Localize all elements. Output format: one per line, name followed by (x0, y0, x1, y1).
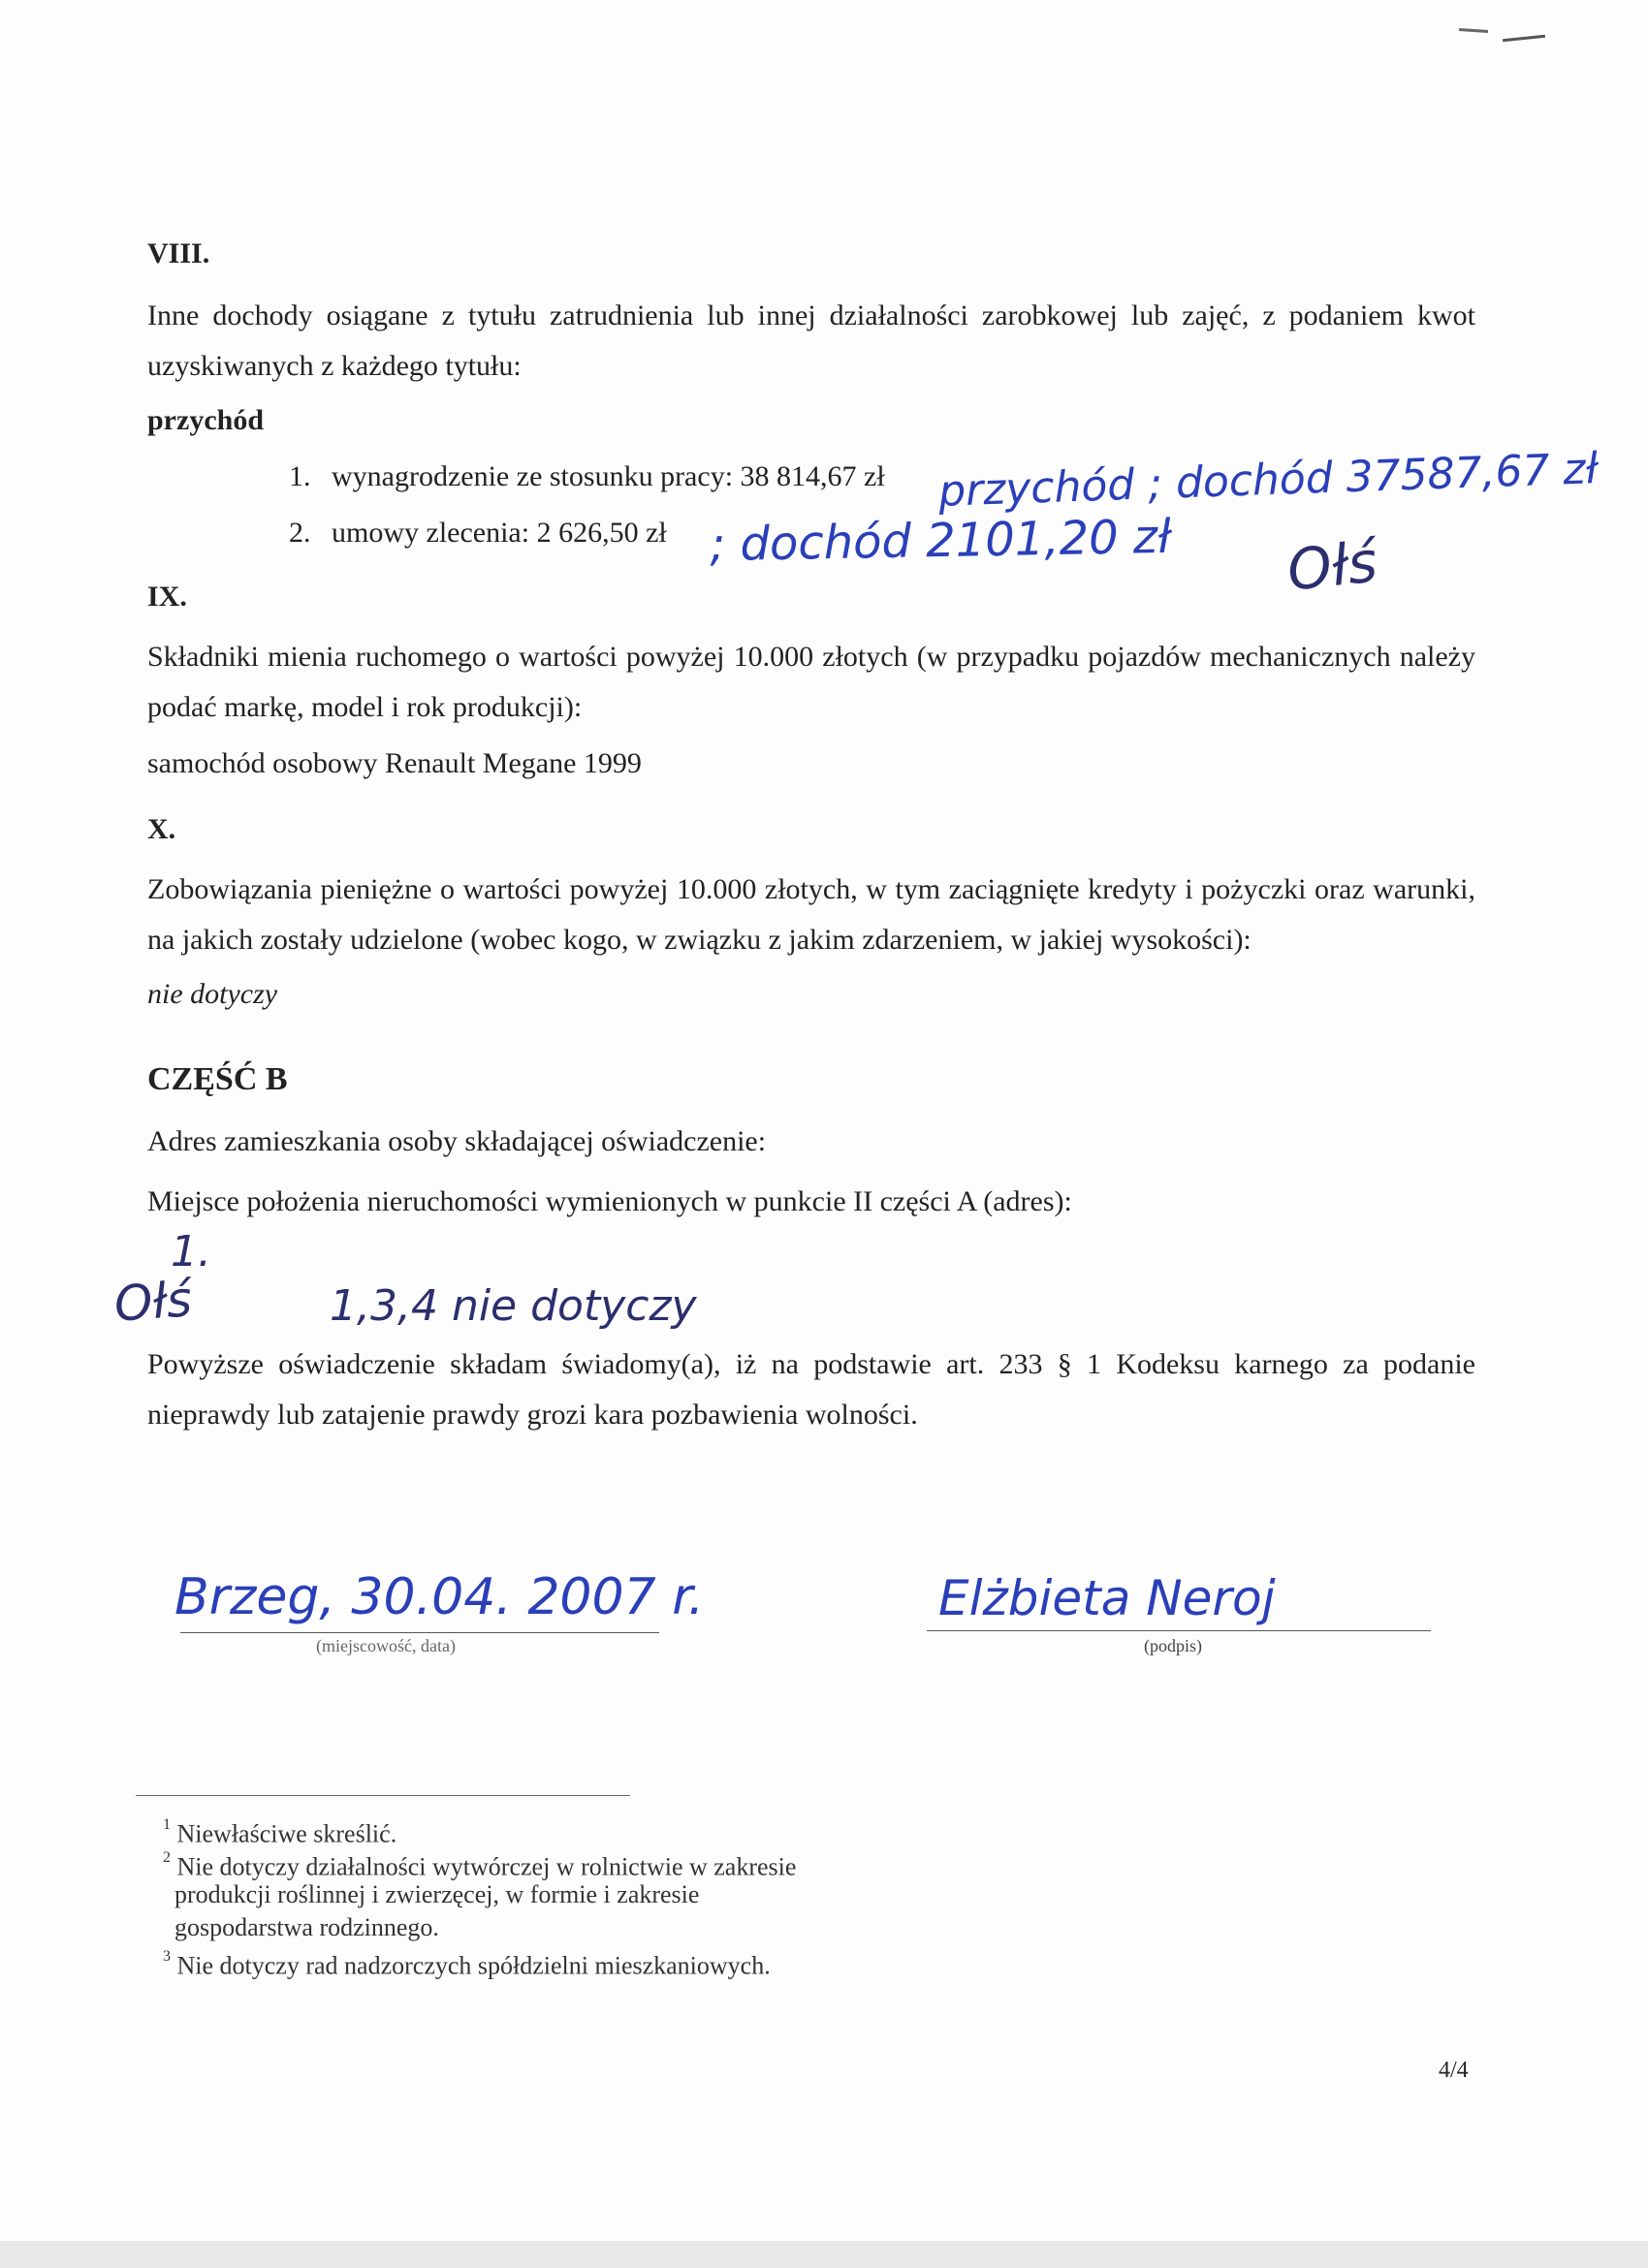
section-8-item-1-num: 1. (289, 460, 311, 492)
section-8-item-2-text: umowy zlecenia: 2 626,50 zł (332, 517, 667, 549)
signature-label: (podpis) (1144, 1636, 1202, 1655)
section-9-text: Składniki mienia ruchomego o wartości powyżej 10.000 złotych (w przypadku pojazdów mechanicznych należy podać markę, model i rok produkcji): (147, 641, 1475, 723)
section-9-heading: IX. (147, 581, 187, 613)
section-8-text: Inne dochody osiągane z tytułu zatrudnienia lub innej działalności zarobkowej lub zajęć, z podaniem kwot uzyskiwanych z każdego tytułu: (147, 299, 1475, 382)
handwritten-not-applicable-note: 1,3,4 nie dotyczy (330, 1281, 697, 1331)
property-label: Miejsce położenia nieruchomości wymienionych w punkcie II części A (adres): (147, 1185, 1072, 1217)
place-date-line (180, 1632, 659, 1633)
address-label: Adres zamieszkania osoby składającej oświadczenie: (147, 1125, 767, 1157)
scan-edge (0, 2241, 1648, 2268)
handwritten-income-note-1: przychód ; dochód 37587,67 zł (937, 444, 1599, 517)
staple-mark (1503, 35, 1545, 43)
section-10-heading: X. (147, 813, 176, 845)
section-8-subheading: przychód (147, 404, 264, 436)
handwritten-place-date: Brzeg, 30.04. 2007 r. (174, 1568, 705, 1626)
handwritten-initials: Ołś (1284, 528, 1380, 604)
staple-mark (1459, 28, 1488, 33)
page-number: 4/4 (1439, 2058, 1469, 2083)
section-9-value: samochód osobowy Renault Megane 1999 (147, 747, 642, 779)
footnote-2-line-2: produkcji roślinnej i zwierzęcej, w formie i zakresie (174, 1880, 700, 1908)
section-10-value: nie dotyczy (147, 978, 278, 1010)
declaration-text: Powyższe oświadczenie składam świadomy(a), iż na podstawie art. 233 § 1 Kodeksu karnego za podanie nieprawdy lub zatajenie prawdy grozi kara pozbawienia wolności. (147, 1348, 1475, 1431)
place-date-label: (miejscowość, data) (316, 1636, 456, 1655)
footnote-3: $^3$ Nie dotyczy rad nadzorczych spółdzielni mieszkaniowych. (163, 1948, 771, 1980)
footnote-2-line-3: gospodarstwa rodzinnego. (174, 1913, 439, 1941)
handwritten-income-note-2: ; dochód 2101,20 zł (709, 509, 1172, 573)
footnote-1: $^1$ Niewłaściwe skreślić. (163, 1816, 397, 1848)
signature-line (927, 1630, 1431, 1631)
handwritten-number: 1. (171, 1227, 211, 1276)
section-8-item-2-num: 2. (289, 517, 311, 549)
section-10-text: Zobowiązania pieniężne o wartości powyżej 10.000 złotych, w tym zaciągnięte kredyty i pożyczki oraz warunki, na jakich zostały udzielone (wobec kogo, w związku z jakim zdarzeniem, w jakiej wysokości): (147, 873, 1475, 956)
handwritten-initials-part-b: Ołś (112, 1271, 194, 1333)
section-8-item-1-text: wynagrodzenie ze stosunku pracy: 38 814,67 zł (332, 460, 885, 492)
handwritten-signature: Elżbieta Neroj (938, 1570, 1276, 1626)
part-b-heading: CZĘŚĆ B (147, 1061, 288, 1097)
section-8-heading: VIII. (147, 237, 210, 269)
footnote-2: $^2$ Nie dotyczy działalności wytwórczej w rolnictwie w zakresie (163, 1849, 797, 1881)
footnote-separator (136, 1795, 630, 1796)
